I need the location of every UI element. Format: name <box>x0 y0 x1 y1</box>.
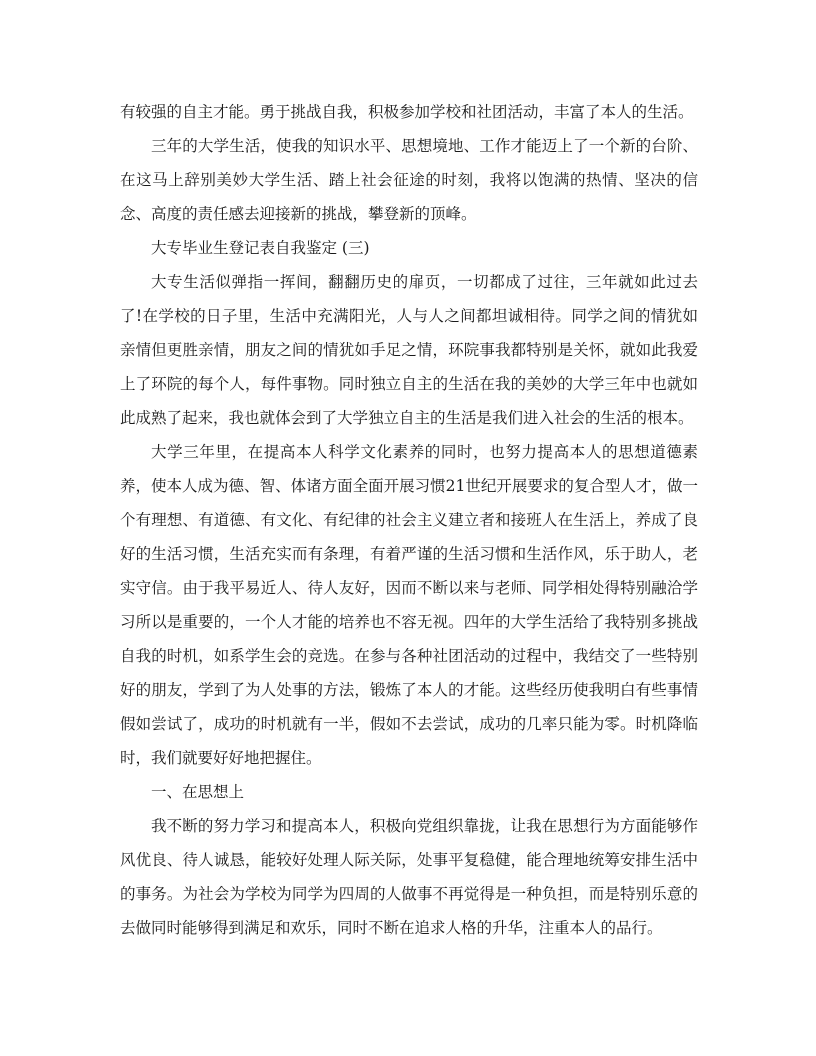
paragraph-thought: 我不断的努力学习和提高本人，积极向党组织靠拢，让我在思想行为方面能够作风优良、待人诚恳，能较好处理人际关际，处事平复稳健，能合理地统筹安排生活中的事务。为社会为学校为同学为四周的人做事不再觉得是一种负担，而是特别乐意的去做同时能够得到满足和欢乐，同时不断在追求人格的升华，注重本人的品行。 <box>120 817 698 937</box>
section-heading: 大专毕业生登记表自我鉴定 (三) <box>151 239 370 257</box>
subheading-thought: 一、在思想上 <box>151 783 245 801</box>
document-page <box>120 95 698 945</box>
paragraph-summary: 三年的大学生活，使我的知识水平、思想境地、工作才能迈上了一个新的台阶、在这马上辞别美妙大学生活、踏上社会征途的时刻，我将以饱满的热情、坚决的信念、高度的责任感去迎接新的挑战，攀登新的顶峰。 <box>120 137 698 223</box>
paragraph-continuation: 有较强的自主才能。勇于挑战自我，积极参加学校和社团活动，丰富了本人的生活。 <box>120 103 694 121</box>
paragraph-three-years: 大学三年里，在提高本人科学文化素养的同时，也努力提高本人的思想道德素养，使本人成为德、智、体诸方面全面开展习惯21世纪开展要求的复合型人才，做一个有理想、有道德、有文化、有纪律的社会主义建立者和接班人在生活上，养成了良好的生活习惯，生活充实而有条理，有着严谨的生活习惯和生活作风，乐于助人，老实守信。由于我平易近人、待人友好，因而不断以来与老师、同学相处得特别融洽学习所以是重要的，一个人才能的培养也不容无视。四年的大学生活给了我特别多挑战自我的时机，如系学生会的竞选。在参与各种社团活动的过程中，我结交了一些特别好的朋友，学到了为人处事的方法，锻炼了本人的才能。这些经历使我明白有些事情假如尝试了，成功的时机就有一半，假如不去尝试，成功的几率只能为零。时机降临时，我们就要好好地把握住。 <box>120 443 698 767</box>
paragraph-college-life: 大专生活似弹指一挥间，翻翻历史的扉页，一切都成了过往，三年就如此过去了!在学校的日子里，生活中充满阳光，人与人之间都坦诚相待。同学之间的情犹如亲情但更胜亲情，朋友之间的情犹如手足之情，环院事我都特别是关怀，就如此我爱上了环院的每个人，每件事物。同时独立自主的生活在我的美妙的大学三年中也就如此成熟了起来，我也就体会到了大学独立自主的生活是我们进入社会的生活的根本。 <box>120 273 698 427</box>
